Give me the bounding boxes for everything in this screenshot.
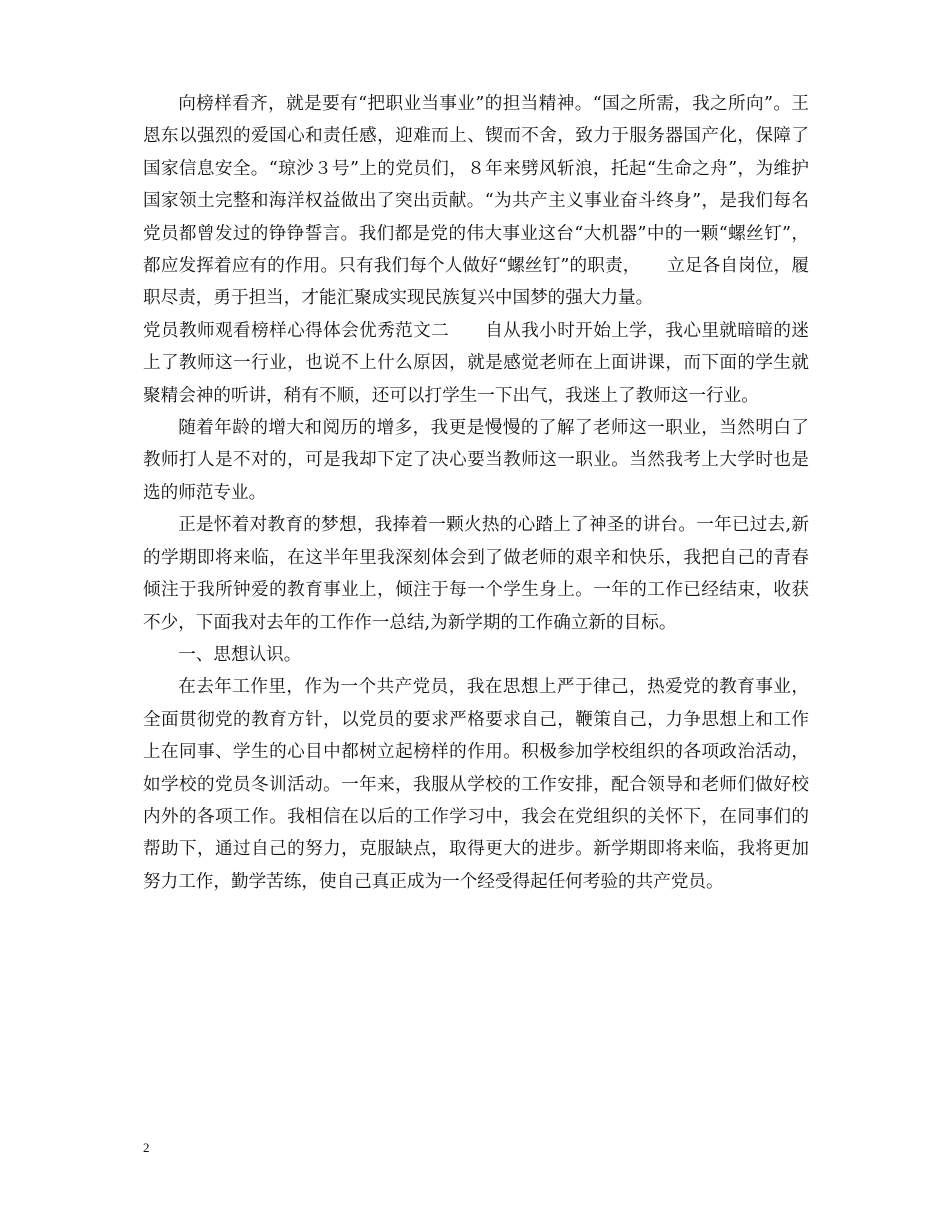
section-heading-thought: 一、思想认识。 (178, 644, 302, 665)
paragraph-2-heading-and-text: 党员教师观看榜样心得体会优秀范文二 自从我小时开始上学，我心里就暗暗的迷上了教师这一行业，也说不上什么原因，就是感觉老师在上面讲课，而下面的学生就聚精会神的听讲，稍有不顺，还可以打学生一下出气，我迷上了教师这一行业。 (143, 320, 809, 406)
paragraph-6: 在去年工作里，作为一个共产党员，我在思想上严于律己，热爱党的教育事业，全面贯彻党的教育方针，以党员的要求严格要求自己，鞭策自己，力争思想上和工作上在同事、学生的心目中都树立起榜样的作用。积极参加学校组织的各项政治活动，如学校的党员冬训活动。一年来，我服从学校的工作安排，配合领导和老师们做好校内外的各项工作。我相信在以后的工作学习中，我会在党组织的关怀下，在同事们的帮助下，通过自己的努力，克服缺点，取得更大的进步。新学期即将来临，我将更加努力工作，勤学苦练，使自己真正成为一个经受得起任何考验的共产党员。 (143, 677, 809, 892)
paragraph-4: 正是怀着对教育的梦想，我捧着一颗火热的心踏上了神圣的讲台。一年已过去,新的学期即将来临，在这半年里我深刻体会到了做老师的艰辛和快乐，我把自己的青春倾注于我所钟爱的教育事业上，倾注于每一个学生身上。一年的工作已经结束，收获不少，下面我对去年的工作作一总结,为新学期的工作确立新的目标。 (143, 515, 809, 633)
page-number: 2 (143, 1140, 150, 1155)
document-body (143, 88, 809, 898)
paragraph-3: 随着年龄的增大和阅历的增多，我更是慢慢的了解了老师这一职业，当然明白了教师打人是不对的，可是我却下定了决心要当教师这一职业。当然我考上大学时也是选的师范专业。 (143, 418, 809, 503)
paragraph-1: 向榜样看齐，就是要有“把职业当事业”的担当精神。“国之所需，我之所向”。王恩东以强烈的爱国心和责任感，迎难而上、锲而不舍，致力于服务器国产化，保障了国家信息安全。“琼沙３号”上的党员们，８年来劈风斩浪，托起“生命之舟”，为维护国家领土完整和海洋权益做出了突出贡献。“为共产主义事业奋斗终身”，是我们每名党员都曾发过的铮铮誓言。我们都是党的伟大事业这台“大机器”中的一颗“螺丝钉”，都应发挥着应有的作用。只有我们每个人做好“螺丝钉”的职责， 立足各自岗位，履职尽责，勇于担当，才能汇聚成实现民族复兴中国梦的强大力量。 (143, 94, 809, 309)
